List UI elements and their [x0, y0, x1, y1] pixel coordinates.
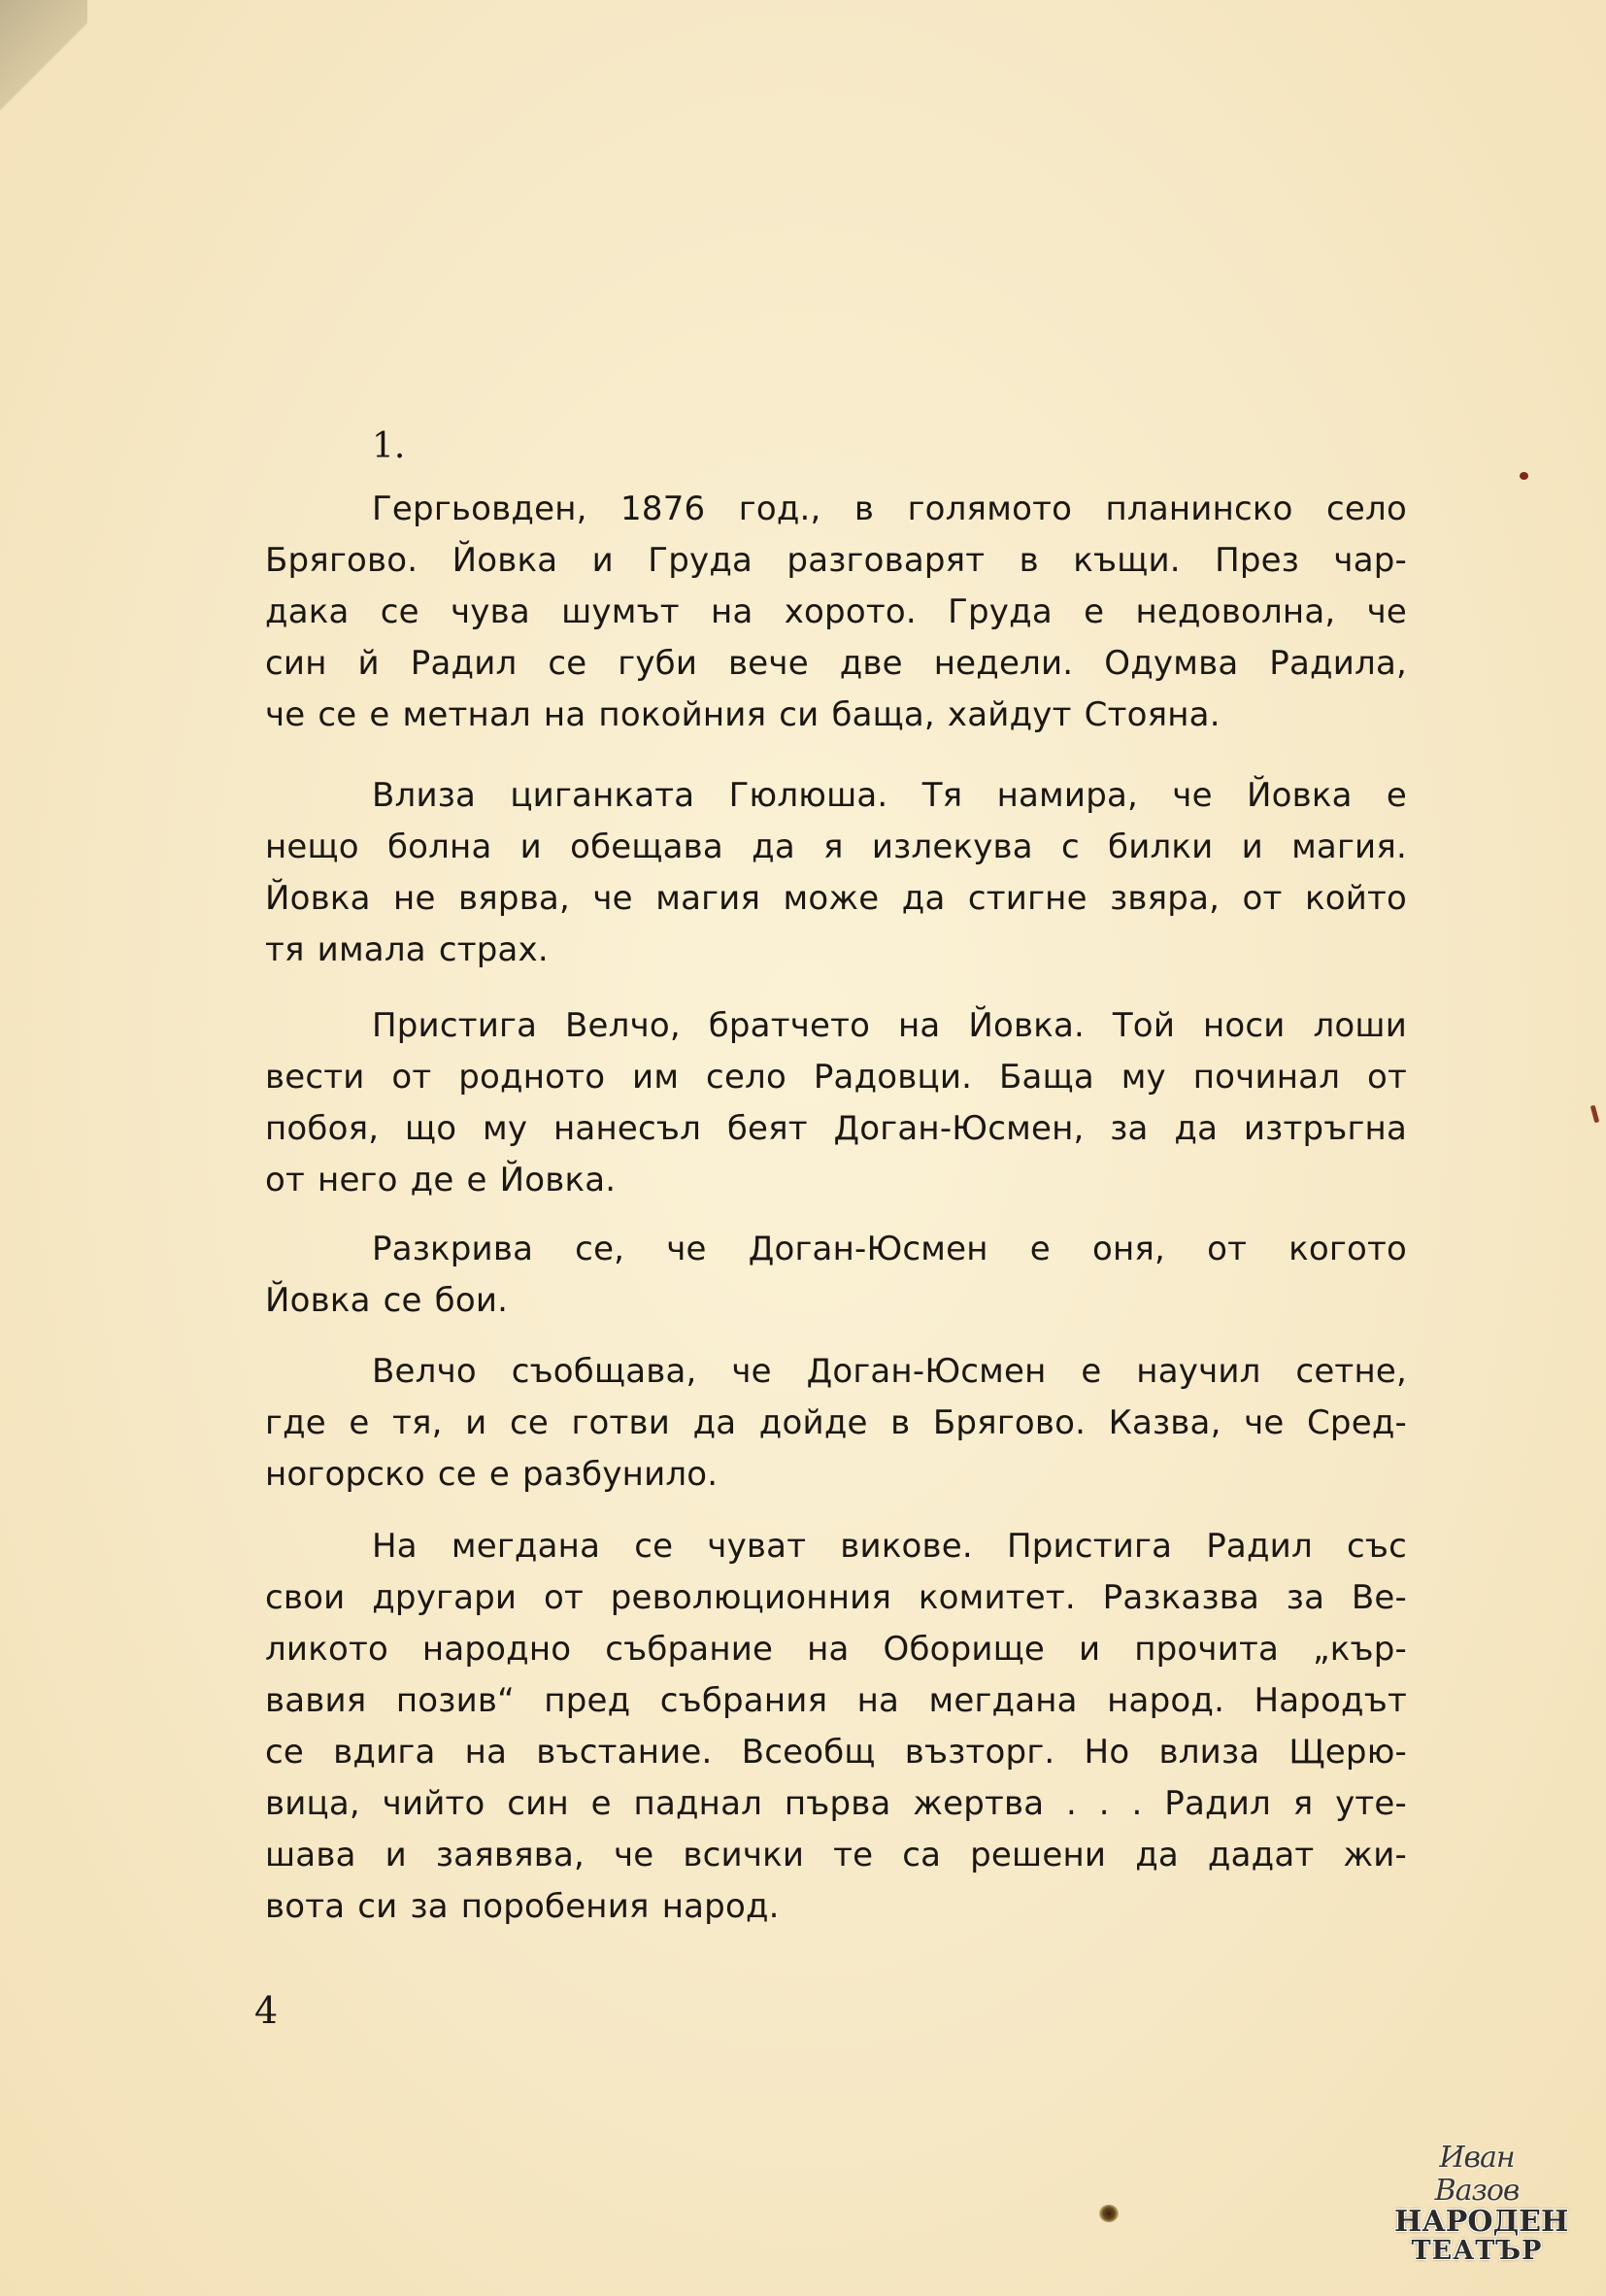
paragraph-1 — [265, 484, 1407, 741]
text-line: вица, чийто син е паднал първа жертва . . . Радил я уте- — [265, 1784, 1407, 1823]
text-line: Влиза циганката Гюлюша. Тя намира, че Йовка е — [372, 776, 1407, 815]
text-line: Йовка не вярва, че магия може да стигне звяра, от който — [265, 879, 1407, 918]
section-number: 1. — [372, 426, 406, 466]
page-number: 4 — [254, 1989, 279, 2032]
text-line: свои другари от революционния комитет. Разказва за Ве- — [265, 1578, 1407, 1617]
paragraph-6 — [265, 1521, 1407, 1933]
text-line: нещо болна и обещава да я излекува с билки и магия. — [265, 827, 1407, 866]
text-line: Брягово. Йовка и Груда разговарят в къщи. През чар- — [265, 541, 1407, 580]
text-line: побоя, що му нанесъл беят Доган-Юсмен, за да изтръгна — [265, 1109, 1407, 1148]
stain-dot — [1099, 2205, 1119, 2222]
text-line: где е тя, и се готви да дойде в Брягово. Казва, че Сред- — [265, 1403, 1407, 1442]
text-line: Велчо съобщава, че Доган-Юсмен е научил сетне, — [372, 1352, 1407, 1391]
text-line: вавия позив“ пред събрания на мегдана народ. Народът — [265, 1681, 1407, 1720]
text-line: На мегдана се чуват викове. Пристига Радил със — [372, 1527, 1407, 1566]
text-line: син й Радил се губи вече две недели. Одумва Радила, — [265, 644, 1407, 683]
logo-signature: Иван Вазов — [1434, 2141, 1520, 2208]
text-line: шава и заявява, че всички те са решени да дадат жи- — [265, 1836, 1407, 1874]
logo-line-2: ТЕАТЪР — [1411, 2236, 1543, 2266]
text-line: дака се чува шумът на хорото. Груда е недоволна, че — [265, 592, 1407, 631]
text-line: тя имала страх. — [265, 930, 549, 969]
folded-corner-shadow — [0, 0, 87, 155]
national-theatre-logo — [1394, 2141, 1569, 2266]
text-line: Разкрива се, че Доган-Юсмен е оня, от когото — [372, 1230, 1407, 1268]
text-line: Гергьовден, 1876 год., в голямото планинско село — [372, 490, 1407, 528]
text-line: се вдига на въстание. Всеобщ възторг. Но влиза Щерю- — [265, 1733, 1407, 1772]
logo-line-1: НАРОДЕН — [1394, 2205, 1569, 2239]
paragraph-5 — [265, 1346, 1407, 1501]
paragraph-3 — [265, 1000, 1407, 1206]
text-line: Йовка се бои. — [265, 1281, 509, 1320]
text-line: вота си за поробения народ. — [265, 1887, 780, 1926]
text-line: ногорско се е разбунило. — [265, 1455, 719, 1494]
text-line: вести от родното им село Радовци. Баща му починал от — [265, 1058, 1407, 1097]
ink-spot — [1520, 472, 1528, 480]
text-line: от него де е Йовка. — [265, 1161, 617, 1199]
paragraph-4 — [265, 1224, 1407, 1327]
text-line: ликото народно събрание на Оборище и прочита „кър- — [265, 1630, 1407, 1669]
text-line: Пристига Велчо, братчето на Йовка. Той носи лоши — [372, 1006, 1407, 1045]
ink-mark — [1590, 1105, 1599, 1124]
text-line: че се е метнал на покойния си баща, хайдут Стояна. — [265, 695, 1221, 734]
paragraph-2 — [265, 770, 1407, 976]
